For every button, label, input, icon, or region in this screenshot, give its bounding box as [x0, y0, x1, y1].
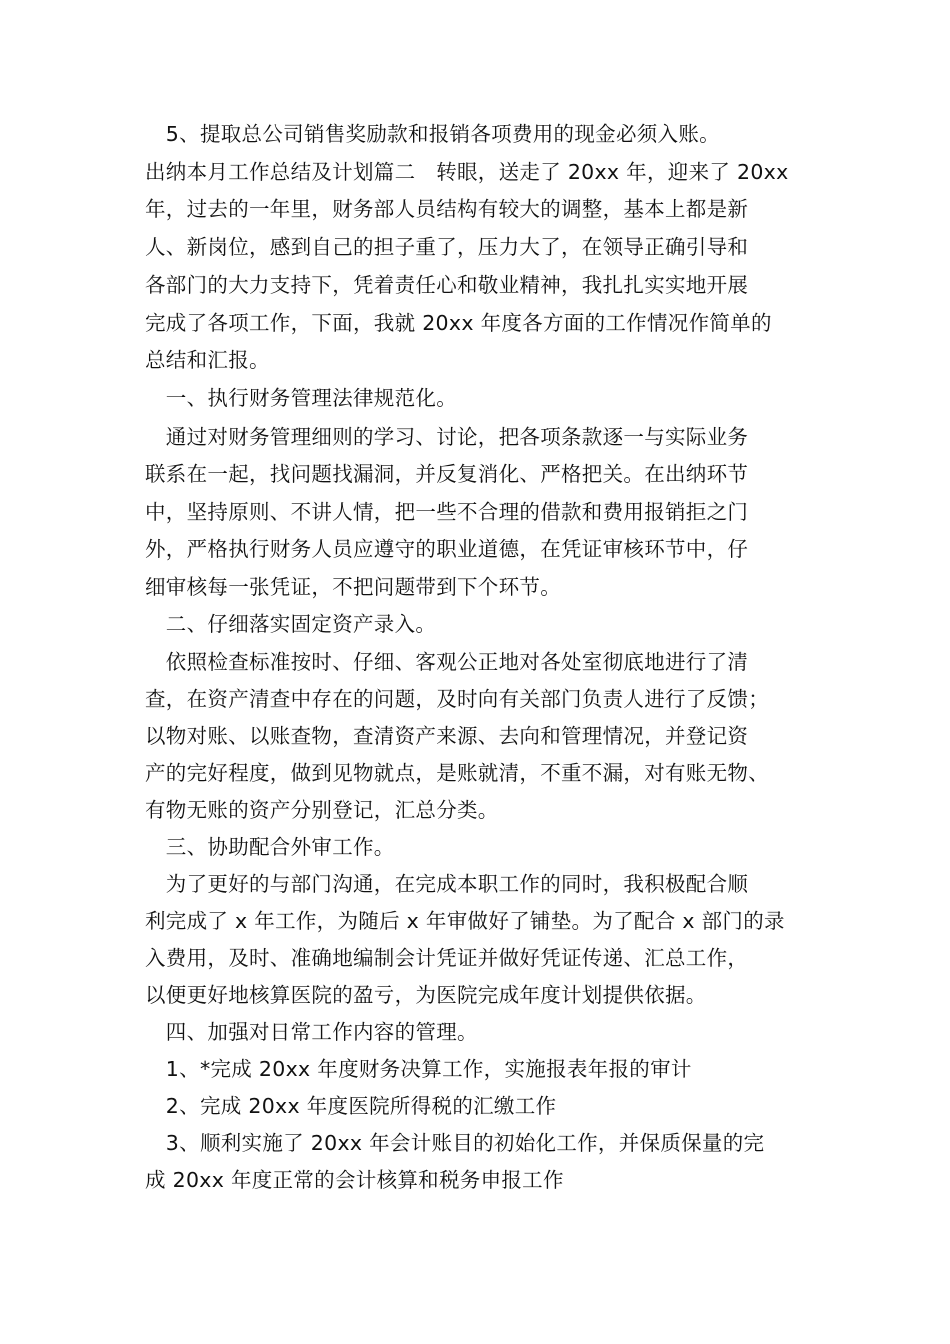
- text-line: 产的完好程度，做到见物就点，是账就清，不重不漏，对有账无物、: [145, 761, 769, 785]
- list-item: 3、顺利实施了 20xx 年会计账目的初始化工作，并保质保量的完: [145, 1131, 765, 1155]
- list-item: 1、*完成 20xx 年度财务决算工作，实施报表年报的审计: [145, 1057, 692, 1081]
- text-line: 联系在一起，找问题找漏洞，并反复消化、严格把关。在出纳环节: [145, 462, 749, 486]
- text-line: 人、新岗位，感到自己的担子重了，压力大了，在领导正确引导和: [145, 235, 749, 259]
- text-line: 成 20xx 年度正常的会计核算和税务申报工作: [145, 1168, 564, 1192]
- section-heading: 三、协助配合外审工作。: [145, 835, 395, 859]
- text-line: 中，坚持原则、不讲人情，把一些不合理的借款和费用报销拒之门: [145, 500, 749, 524]
- text-line: 以便更好地核算医院的盈亏，为医院完成年度计划提供依据。: [145, 983, 707, 1007]
- text-line: 5、提取总公司销售奖励款和报销各项费用的现金必须入账。: [145, 122, 720, 146]
- text-line: 出纳本月工作总结及计划篇二 转眼，送走了 20xx 年，迎来了 20xx: [145, 160, 789, 184]
- text-line: 有物无账的资产分别登记，汇总分类。: [145, 798, 499, 822]
- text-line: 外，严格执行财务人员应遵守的职业道德，在凭证审核环节中，仔: [145, 537, 749, 561]
- section-heading: 一、执行财务管理法律规范化。: [145, 386, 457, 410]
- text-line: 各部门的大力支持下，凭着责任心和敬业精神，我扎扎实实地开展: [145, 273, 749, 297]
- text-line: 查，在资产清查中存在的问题，及时向有关部门负责人进行了反馈；: [145, 687, 769, 711]
- text-line: 依照检查标准按时、仔细、客观公正地对各处室彻底地进行了清: [145, 650, 749, 674]
- text-line: 利完成了 x 年工作，为随后 x 年审做好了铺垫。为了配合 x 部门的录: [145, 909, 785, 933]
- text-line: 通过对财务管理细则的学习、讨论，把各项条款逐一与实际业务: [145, 425, 749, 449]
- text-line: 以物对账、以账查物，查清资产来源、去向和管理情况，并登记资: [145, 724, 749, 748]
- text-line: 细审核每一张凭证，不把问题带到下个环节。: [145, 575, 561, 599]
- text-line: 年，过去的一年里，财务部人员结构有较大的调整，基本上都是新: [145, 197, 749, 221]
- text-line: 入费用，及时、准确地编制会计凭证并做好凭证传递、汇总工作，: [145, 946, 749, 970]
- text-line: 总结和汇报。: [145, 348, 270, 372]
- list-item: 2、完成 20xx 年度医院所得税的汇缴工作: [145, 1094, 557, 1118]
- section-heading: 四、加强对日常工作内容的管理。: [145, 1020, 478, 1044]
- text-line: 完成了各项工作，下面，我就 20xx 年度各方面的工作情况作简单的: [145, 311, 772, 335]
- section-heading: 二、仔细落实固定资产录入。: [145, 612, 437, 636]
- text-line: 为了更好的与部门沟通，在完成本职工作的同时，我积极配合顺: [145, 872, 749, 896]
